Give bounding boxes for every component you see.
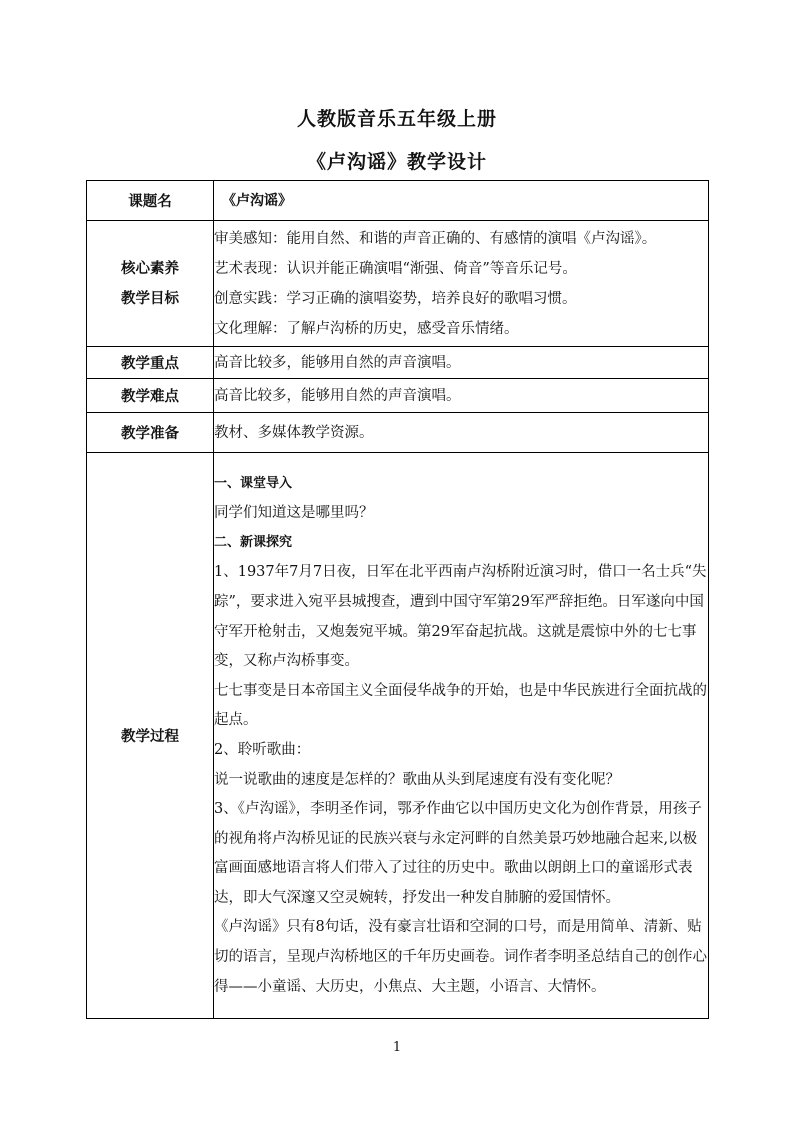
paragraph-significance: 七七事变是日本帝国主义全面侵华战争的开始，也是中华民族进行全面抗战的起点。 [214, 682, 707, 729]
goals-label [87, 221, 214, 347]
table-row-goals [87, 221, 709, 347]
difficulties-cell [214, 379, 709, 413]
paragraph-history: 1、1937年7月7日夜，日军在北平西南卢沟桥附近演习时，借口一名士兵“失踪”，要求进入宛平县城搜查，遭到中国守军第29军严辞拒绝。日军遂向中国守军开枪射击，又炮轰宛平城。第29军奋起抗战。这就是震惊中外的七七事变，又称卢沟桥事变。 [214, 564, 707, 670]
key-points-cell [214, 347, 709, 379]
goals-cell [214, 221, 709, 347]
goal-item-practice: 创意实践：学习正确的演唱姿势，培养良好的歌唱习惯。 [214, 290, 577, 307]
process-cell [214, 453, 709, 1019]
topic-value: 《卢沟谣》 [222, 192, 292, 209]
paragraph-listen: 2、聆听歌曲： [214, 741, 311, 758]
key-points-value: 高音比较多，能够用自然的声音演唱。 [214, 354, 461, 371]
difficulties-value: 高音比较多，能够用自然的声音演唱。 [214, 387, 461, 404]
process-label: 教学过程 [87, 453, 214, 1019]
goal-item-aesthetic: 审美感知：能用自然、和谐的声音正确的、有感情的演唱《卢沟谣》。 [214, 230, 657, 247]
paragraph-song-intro: 3、《卢沟谣》，李明圣作词，鄂矛作曲它以中国历史文化为创作背景，用孩子的视角将卢沟桥见证的民族兴衰与永定河畔的自然美景巧妙地融合起来,以极富画面感地语言将人们带入了过往的历史中。歌曲以朗朗上口的童谣形式表达，即大气深邃又空灵婉转，抒发出一种发自肺腑的爱国情怀。 [214, 801, 702, 906]
lesson-plan-table [86, 180, 709, 1019]
preparation-value: 教材、多媒体教学资源。 [214, 424, 374, 441]
paragraph-tempo-question: 说一说歌曲的速度是怎样的？歌曲从头到尾速度有没有变化呢？ [214, 771, 620, 788]
topic-label: 课题名 [87, 181, 214, 221]
table-row-preparation [87, 413, 709, 453]
section-explore-title: 二、新课探究 [214, 535, 293, 551]
difficulties-label: 教学难点 [87, 379, 214, 413]
key-points-label: 教学重点 [87, 347, 214, 379]
goal-item-expression: 艺术表现：认识并能正确演唱“渐强、倚音”等音乐记号。 [214, 260, 577, 277]
goal-item-culture: 文化理解：了解卢沟桥的历史，感受音乐情绪。 [214, 320, 519, 337]
document-subtitle: 《卢沟谣》教学设计 [306, 151, 487, 173]
page-number: 1 [392, 1040, 402, 1055]
goals-label-line2: 教学目标 [121, 290, 179, 307]
topic-value-cell [214, 181, 709, 221]
table-row-topic [87, 181, 709, 221]
table-row-key-points [87, 347, 709, 379]
section-intro-title: 一、课堂导入 [214, 475, 293, 491]
goals-label-line1: 核心素养 [121, 260, 179, 277]
preparation-cell [214, 413, 709, 453]
table-row-process [87, 453, 709, 1019]
document-title: 人教版音乐五年级上册 [296, 108, 497, 130]
paragraph-lyrics-summary: 《卢沟谣》只有8句话，没有豪言壮语和空洞的口号，而是用简单、清新、贴切的语言，呈现卢沟桥地区的千年历史画卷。词作者李明圣总结自己的创作心得——小童谣、大历史，小焦点、大主题，小语言、大情怀。 [214, 919, 707, 995]
preparation-label: 教学准备 [87, 413, 214, 453]
table-row-difficulties [87, 379, 709, 413]
section-intro-text: 同学们知道这是哪里吗？ [214, 504, 374, 521]
